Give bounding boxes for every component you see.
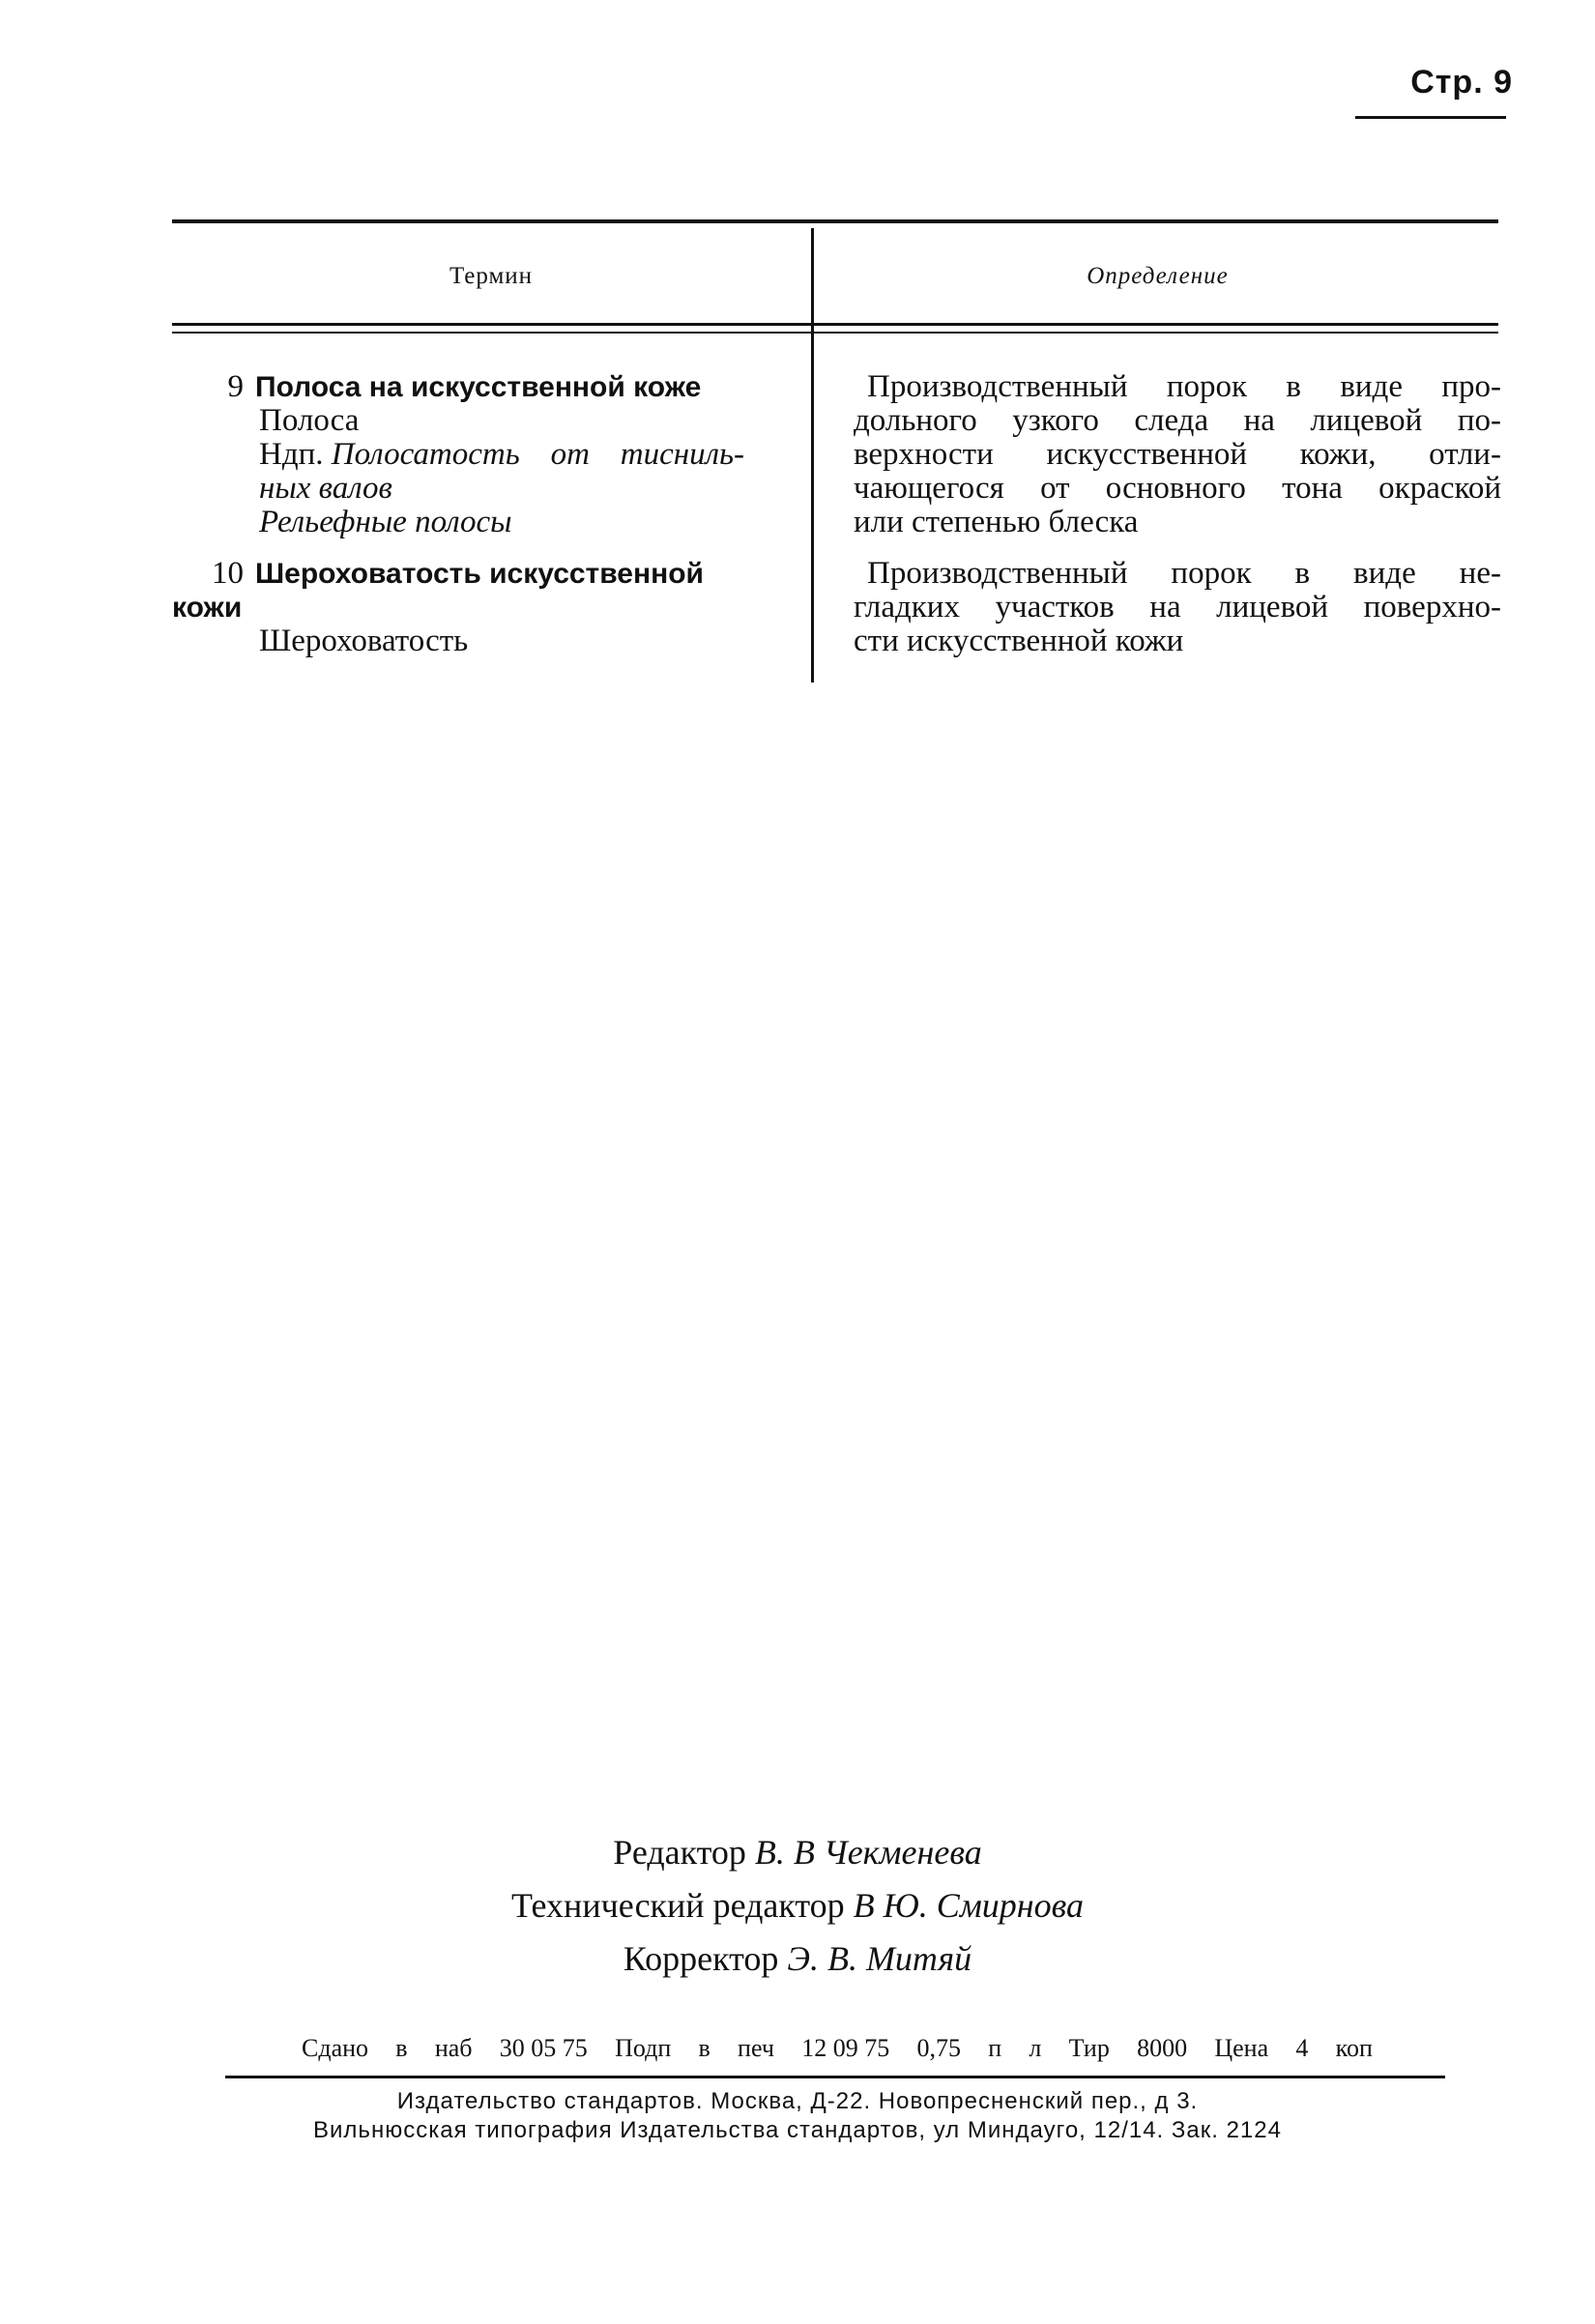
header-rule-bottom: [172, 332, 1498, 334]
definition-line: или степенью блеска: [854, 505, 1139, 539]
imprint-rule: [225, 2076, 1445, 2078]
page-number: Стр. 9: [1410, 64, 1513, 101]
short-term: Шероховатость: [259, 624, 469, 658]
term-title-continuation: кожи: [172, 592, 243, 624]
ndp-word-hyphenated: тисниль-: [620, 437, 744, 472]
ndp-line: [172, 438, 744, 472]
definition-line: сти искусственной кожи: [854, 624, 1184, 658]
header-term: Термин: [449, 263, 534, 289]
definition-line: чающегося от основного тона окраской: [854, 471, 1501, 506]
definition-line: Производственный порок в виде про-: [867, 369, 1501, 404]
definition-line: гладких участков на лицевой поверхно-: [854, 590, 1501, 625]
page-number-underline: [1355, 116, 1506, 119]
table-top-rule: [172, 219, 1498, 223]
term-entry-9: [172, 370, 752, 539]
header-rule-top: [172, 323, 1498, 326]
ndp-word: от: [550, 437, 590, 472]
definition-line: дольного узкого следа на лицевой по-: [854, 403, 1501, 438]
definition-line: верхности искусственной кожи, отли-: [854, 437, 1501, 472]
ndp-continuation: ных валов: [259, 471, 392, 506]
term-title: Шероховатость искусственной: [255, 558, 704, 590]
imprint-line: Сдано в наб 30 05 75 Подп в печ 12 09 75 0,75 п л Тир 8000 Цена 4 коп: [302, 2034, 1373, 2062]
ndp-relief-stripes: Рельефные полосы: [259, 505, 512, 539]
short-term: Полоса: [259, 403, 360, 438]
credit-editor: Редактор В. В Чекменева: [613, 1833, 982, 1872]
publisher-line-2: Вильнюсская типография Издательства стандартов, ул Миндауго, 12/14. Зак. 2124: [313, 2117, 1282, 2143]
term-title: Полоса на искусственной коже: [255, 371, 702, 403]
header-definition: Определение: [1087, 263, 1229, 289]
definition-line: Производственный порок в виде не-: [867, 556, 1501, 591]
credit-tech-editor: Технический редактор В Ю. Смирнова: [510, 1886, 1085, 1925]
publisher-line-1: Издательство стандартов. Москва, Д-22. Новопресненский пер., д 3.: [396, 2088, 1199, 2114]
column-divider: [811, 228, 814, 683]
credit-proofreader: Корректор Э. В. Митяй: [623, 1939, 972, 1978]
term-number: 10: [212, 556, 244, 591]
term-entry-10: [172, 557, 752, 658]
definition-entry-9: [854, 370, 1501, 539]
definition-entry-10: [854, 557, 1501, 658]
ndp-label: Ндп. Полосатость: [259, 437, 520, 472]
term-number: 9: [227, 369, 244, 404]
